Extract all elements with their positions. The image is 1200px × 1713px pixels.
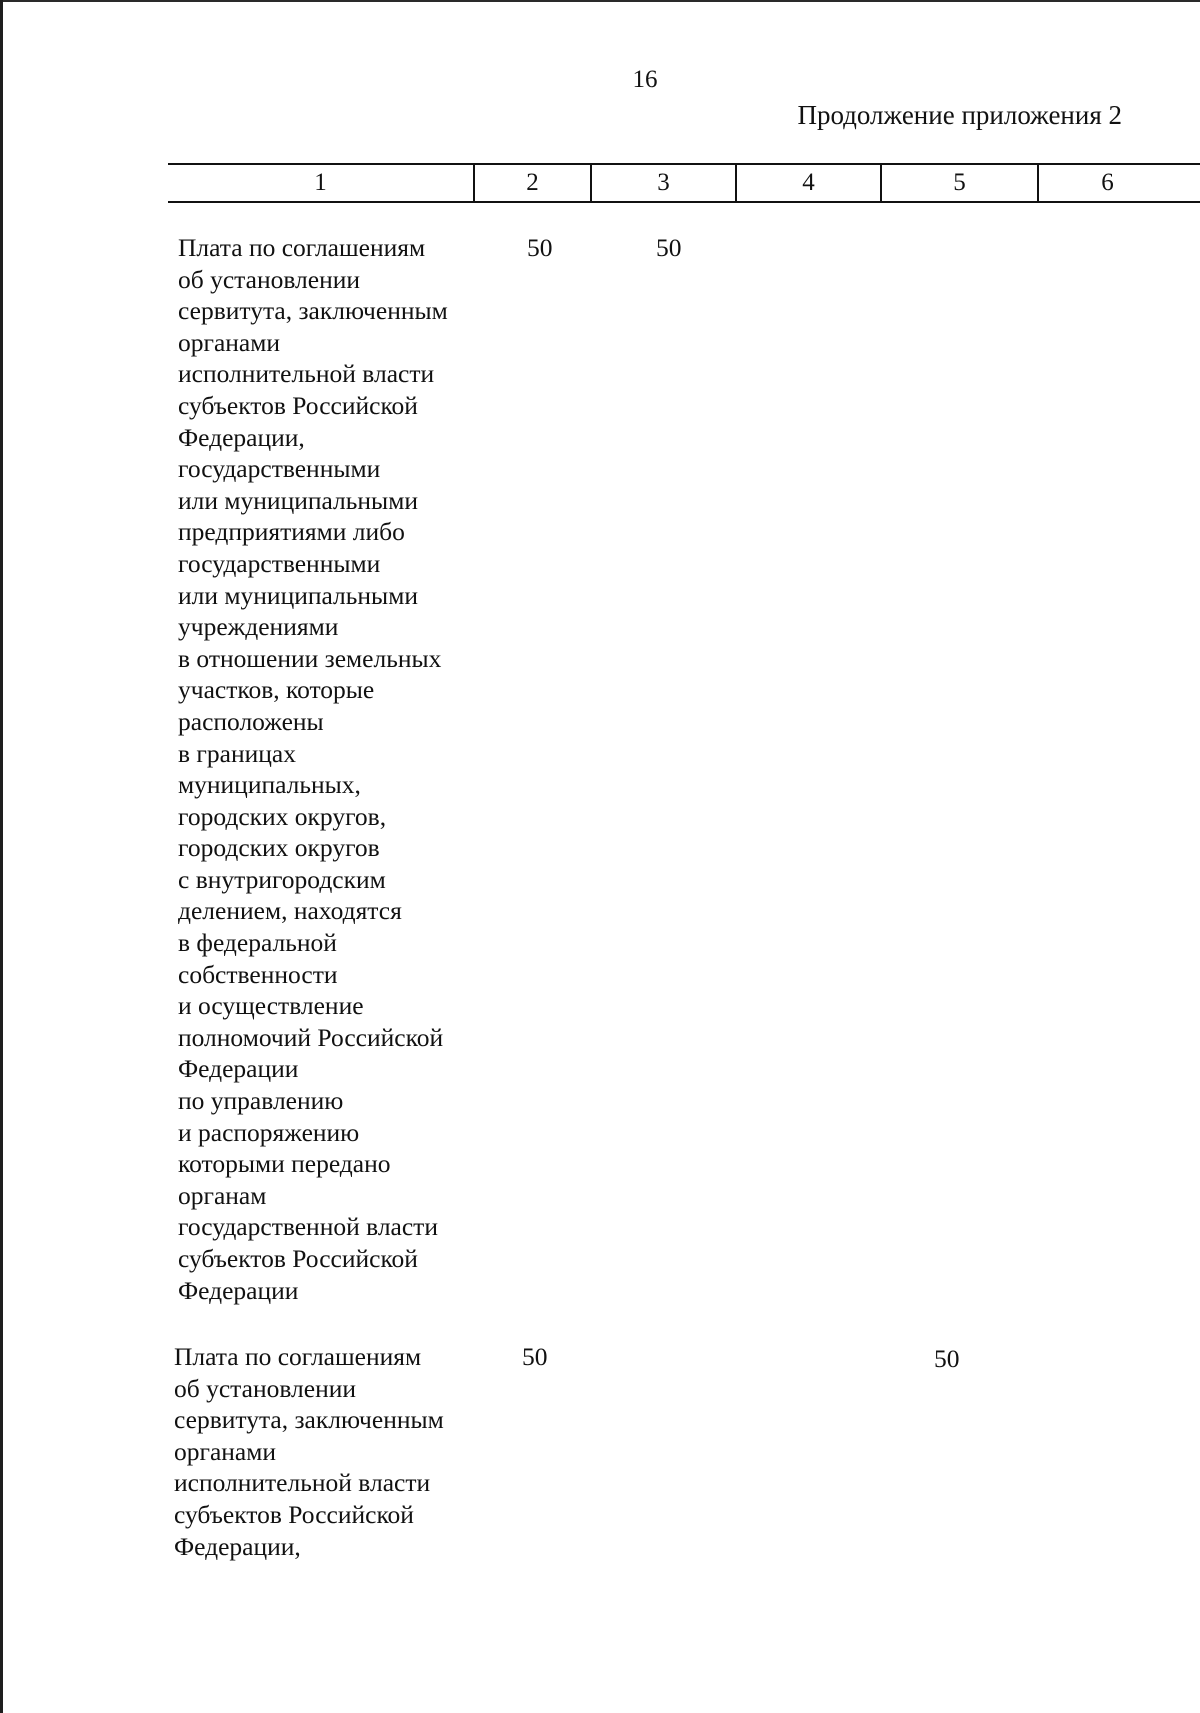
- row-2-col-5: 50: [934, 1344, 960, 1373]
- row-1-col-2: 50: [527, 233, 553, 262]
- table-header-row: [168, 163, 1200, 203]
- scan-edge-left: [0, 0, 3, 1713]
- row-1-col-3: 50: [656, 233, 682, 262]
- header-col-1: 1: [314, 169, 327, 196]
- continuation-title: Продолжение приложения 2: [797, 100, 1122, 130]
- header-col-4: 4: [802, 169, 815, 196]
- row-2-name: Плата по соглашениям об установлении сервитута, заключенным органами исполнительной власти субъектов Российской Федерации,: [174, 1342, 444, 1561]
- row-2-col-2: 50: [522, 1342, 548, 1371]
- header-col-3: 3: [657, 169, 670, 196]
- header-col-6: 6: [1101, 169, 1114, 196]
- page-number: 16: [632, 66, 658, 93]
- header-col-5: 5: [953, 169, 966, 196]
- row-1-name: Плата по соглашениям об установлении сервитута, заключенным органами исполнительной власти субъектов Российской Федерации, государственными или муниципальными предприятиями либо государственными или муниципальными учреждениями в отношении земельных участков, которые расположены в границах муниципальных, городских округов, городских округов с внутригородским делением, находятся в федеральной собственности и осуществление полномочий Российской Федерации по управлению и распоряжению которыми передано органам государственной власти субъектов Российской Федерации: [178, 233, 448, 1305]
- header-col-2: 2: [526, 169, 539, 196]
- scan-edge-top: [0, 0, 1200, 2]
